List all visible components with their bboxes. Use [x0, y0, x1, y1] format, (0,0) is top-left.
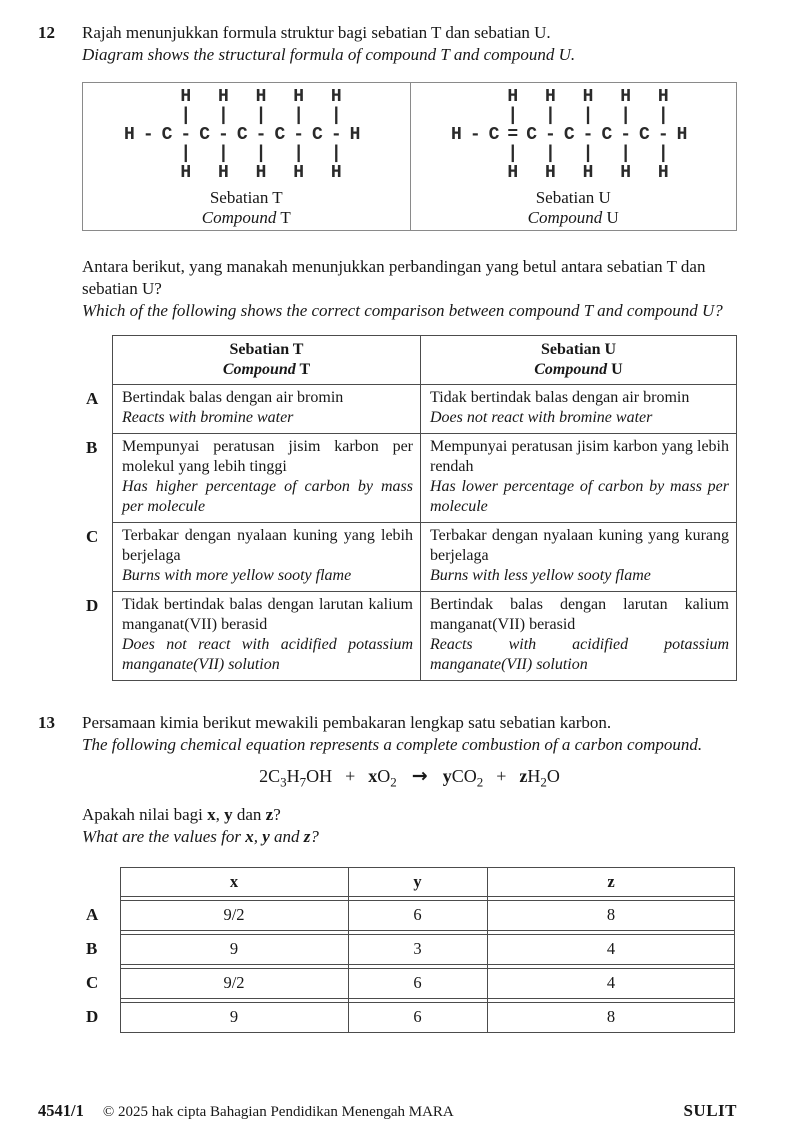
compound-t-statement: [113, 434, 421, 522]
column-header-z: z: [607, 871, 615, 891]
eq-text: H: [286, 766, 300, 786]
comparison-row-b: [86, 433, 736, 522]
option-letter: D: [86, 1007, 99, 1027]
compound-u-label-en: [528, 208, 619, 228]
values-row-a: [86, 900, 735, 931]
question-12: [38, 22, 737, 681]
question-13-body: [82, 712, 737, 1033]
bold-variable: z: [303, 826, 311, 846]
value-x: 9: [229, 939, 239, 959]
compound-t-panel: [83, 83, 410, 230]
header-compound-u: [421, 336, 736, 384]
option-letter: A: [86, 905, 99, 925]
compound-t-label: [202, 188, 291, 228]
statement-en: Does not react with bromine water: [430, 409, 653, 426]
table-border-left: [120, 867, 121, 1033]
statement-ms: Bertindak balas dengan air bromin: [122, 389, 344, 406]
bold-variable: y: [224, 804, 233, 824]
statement-ms: Tidak bertindak balas dengan larutan kalium manganat(VII) berasid: [122, 596, 413, 633]
q12-prompt-en: Diagram shows the structural formula of compound T and compound U.: [82, 45, 576, 64]
statement-ms: Mempunyai peratusan jisim karbon yang lebih rendah: [430, 438, 729, 475]
copyright-notice: © 2025 hak cipta Bahagian Pendidikan Menengah MARA: [102, 1104, 454, 1120]
bold-variable: y: [262, 826, 270, 846]
eq-text: O: [546, 766, 560, 786]
value-z: 8: [606, 1007, 616, 1027]
statement-en: Has lower percentage of carbon by mass per molecule: [430, 478, 729, 515]
plus-sign: +: [496, 766, 507, 786]
column-header-y: y: [413, 871, 422, 891]
eq-text: O: [377, 766, 391, 786]
statement-en: Reacts with acidified potassium manganate(VII) solution: [430, 636, 729, 673]
value-x: 9/2: [223, 973, 245, 993]
formula-line: H H H H H: [469, 86, 677, 107]
value-y: 6: [413, 1007, 422, 1027]
formula-line: | | | | |: [142, 143, 350, 164]
q13-question-en: What are the values for x, y and z?: [82, 826, 319, 846]
paper-code: 4541/1: [38, 1101, 84, 1120]
option-letter: B: [86, 438, 98, 457]
bold-variable: z: [265, 804, 274, 824]
option-letter: B: [86, 939, 98, 959]
bold-variable: x: [245, 826, 254, 846]
plus-sign: +: [345, 766, 356, 786]
q12-prompt-ms: Rajah menunjukkan formula struktur bagi sebatian T dan sebatian U.: [82, 23, 551, 42]
compound-letter: T: [299, 361, 311, 378]
value-y: 3: [413, 939, 422, 959]
formula-line: H H H H H: [142, 162, 350, 183]
header-compound-t-ms: Sebatian T: [229, 341, 304, 358]
compound-t-statement: [113, 385, 421, 433]
eq-subscript: 7: [299, 774, 307, 790]
confidential-label: SULIT: [683, 1101, 737, 1120]
compound-u-label: [528, 188, 619, 228]
eq-text: 2C: [259, 766, 281, 786]
comparison-row-a: [86, 384, 736, 433]
value-x: 9: [229, 1007, 239, 1027]
eq-text: CO: [451, 766, 477, 786]
comparison-row-d: [86, 591, 736, 680]
header-compound-t-en: [119, 360, 414, 380]
compound-u-statement: [421, 523, 736, 591]
option-letter: A: [86, 389, 99, 408]
statement-ms: Bertindak balas dengan larutan kalium manganat(VII) berasid: [430, 596, 729, 633]
header-compound-u-ms: Sebatian U: [540, 341, 617, 358]
compound-word: Compound: [527, 207, 603, 227]
option-letter: C: [86, 973, 99, 993]
option-letter: D: [86, 596, 99, 615]
statement-ms: Terbakar dengan nyalaan kuning yang kurang berjelaga: [430, 527, 729, 564]
formula-line: | | | | |: [142, 105, 350, 126]
eq-unknown-coefficient: y: [442, 766, 452, 786]
values-row-d: [86, 1002, 735, 1033]
value-z: 8: [606, 905, 616, 925]
compound-t-statement: [113, 592, 421, 680]
compound-u-statement: [421, 592, 736, 680]
values-table-header: [120, 867, 735, 897]
statement-ms: Mempunyai peratusan jisim karbon per molekul yang lebih tinggi: [122, 438, 413, 475]
values-row-c: [86, 968, 735, 999]
question-13: [38, 712, 737, 1033]
comparison-table: [86, 335, 737, 681]
q13-question-ms: Apakah nilai bagi x, y dan z?: [82, 804, 281, 824]
compound-word: Compound: [534, 361, 608, 378]
compound-u-statement: [421, 385, 736, 433]
statement-en: Burns with less yellow sooty flame: [430, 567, 651, 584]
compound-t-formula: [124, 88, 368, 183]
statement-en: Does not react with acidified potassium manganate(VII) solution: [122, 636, 413, 673]
question-12-number: 12: [38, 23, 55, 42]
compound-u-panel: [410, 83, 737, 230]
statement-ms: Tidak bertindak balas dengan air bromin: [430, 389, 690, 406]
formula-line: H H H H H: [142, 86, 350, 107]
values-table: [86, 867, 735, 1033]
value-z: 4: [606, 939, 616, 959]
formula-line: | | | | |: [469, 105, 677, 126]
eq-subscript: 2: [540, 774, 547, 790]
compound-u-formula: [451, 88, 695, 183]
question-13-number: 13: [38, 713, 55, 732]
compound-t-label-en: [202, 208, 291, 228]
reaction-arrow-icon: →: [411, 765, 428, 787]
compound-u-label-ms: Sebatian U: [535, 187, 611, 207]
values-row-b: [86, 934, 735, 965]
q12-question-en: Which of the following shows the correct comparison between compound T and compound U?: [82, 301, 723, 320]
table-divider-yz: [487, 867, 488, 1033]
q13-prompt-en: The following chemical equation represents a complete combustion of a carbon compound.: [82, 735, 703, 754]
option-letter: C: [86, 527, 99, 546]
eq-unknown-coefficient: z: [519, 766, 528, 786]
comparison-table-header: [113, 336, 736, 384]
table-divider-xy: [348, 867, 349, 1033]
compound-t-statement: [113, 523, 421, 591]
eq-text: H: [527, 766, 541, 786]
header-compound-u-en: [427, 360, 730, 380]
comparison-row-c: [86, 522, 736, 591]
page-footer: [38, 1101, 737, 1121]
structural-formula-diagram: [82, 82, 737, 231]
compound-letter: U: [606, 207, 619, 227]
compound-t-label-ms: Sebatian T: [209, 187, 283, 207]
statement-en: Burns with more yellow sooty flame: [122, 567, 352, 584]
compound-letter: U: [611, 361, 623, 378]
values-table-rows: [86, 867, 735, 1033]
statement-en: Reacts with bromine water: [122, 409, 294, 426]
eq-subscript: 2: [390, 774, 397, 790]
statement-ms: Terbakar dengan nyalaan kuning yang lebih berjelaga: [122, 527, 413, 564]
header-compound-t: [113, 336, 421, 384]
eq-unknown-coefficient: x: [368, 766, 378, 786]
eq-subscript: 2: [476, 774, 484, 790]
compound-word: Compound: [222, 361, 296, 378]
compound-u-statement: [421, 434, 736, 522]
table-border-right: [734, 867, 735, 1033]
value-x: 9/2: [223, 905, 245, 925]
value-y: 6: [413, 973, 422, 993]
q12-question-ms: Antara berikut, yang manakah menunjukkan perbandingan yang betul antara sebatian T dan sebatian U?: [82, 257, 706, 298]
question-12-body: [82, 22, 737, 681]
formula-line: H-C-C-C-C-C-H: [124, 124, 369, 145]
chemical-equation: [82, 765, 737, 794]
formula-line: H H H H H: [469, 162, 677, 183]
compound-word: Compound: [201, 207, 277, 227]
eq-text: OH: [306, 766, 333, 786]
formula-line: | | | | |: [469, 143, 677, 164]
q13-prompt-ms: Persamaan kimia berikut mewakili pembakaran lengkap satu sebatian karbon.: [82, 713, 612, 732]
value-y: 6: [413, 905, 422, 925]
bold-variable: x: [207, 804, 216, 824]
eq-subscript: 3: [280, 774, 287, 790]
statement-en: Has higher percentage of carbon by mass per molecule: [122, 478, 413, 515]
formula-line: H-C=C-C-C-C-H: [451, 124, 696, 145]
compound-letter: T: [280, 207, 291, 227]
column-header-x: x: [229, 871, 239, 891]
value-z: 4: [606, 973, 616, 993]
